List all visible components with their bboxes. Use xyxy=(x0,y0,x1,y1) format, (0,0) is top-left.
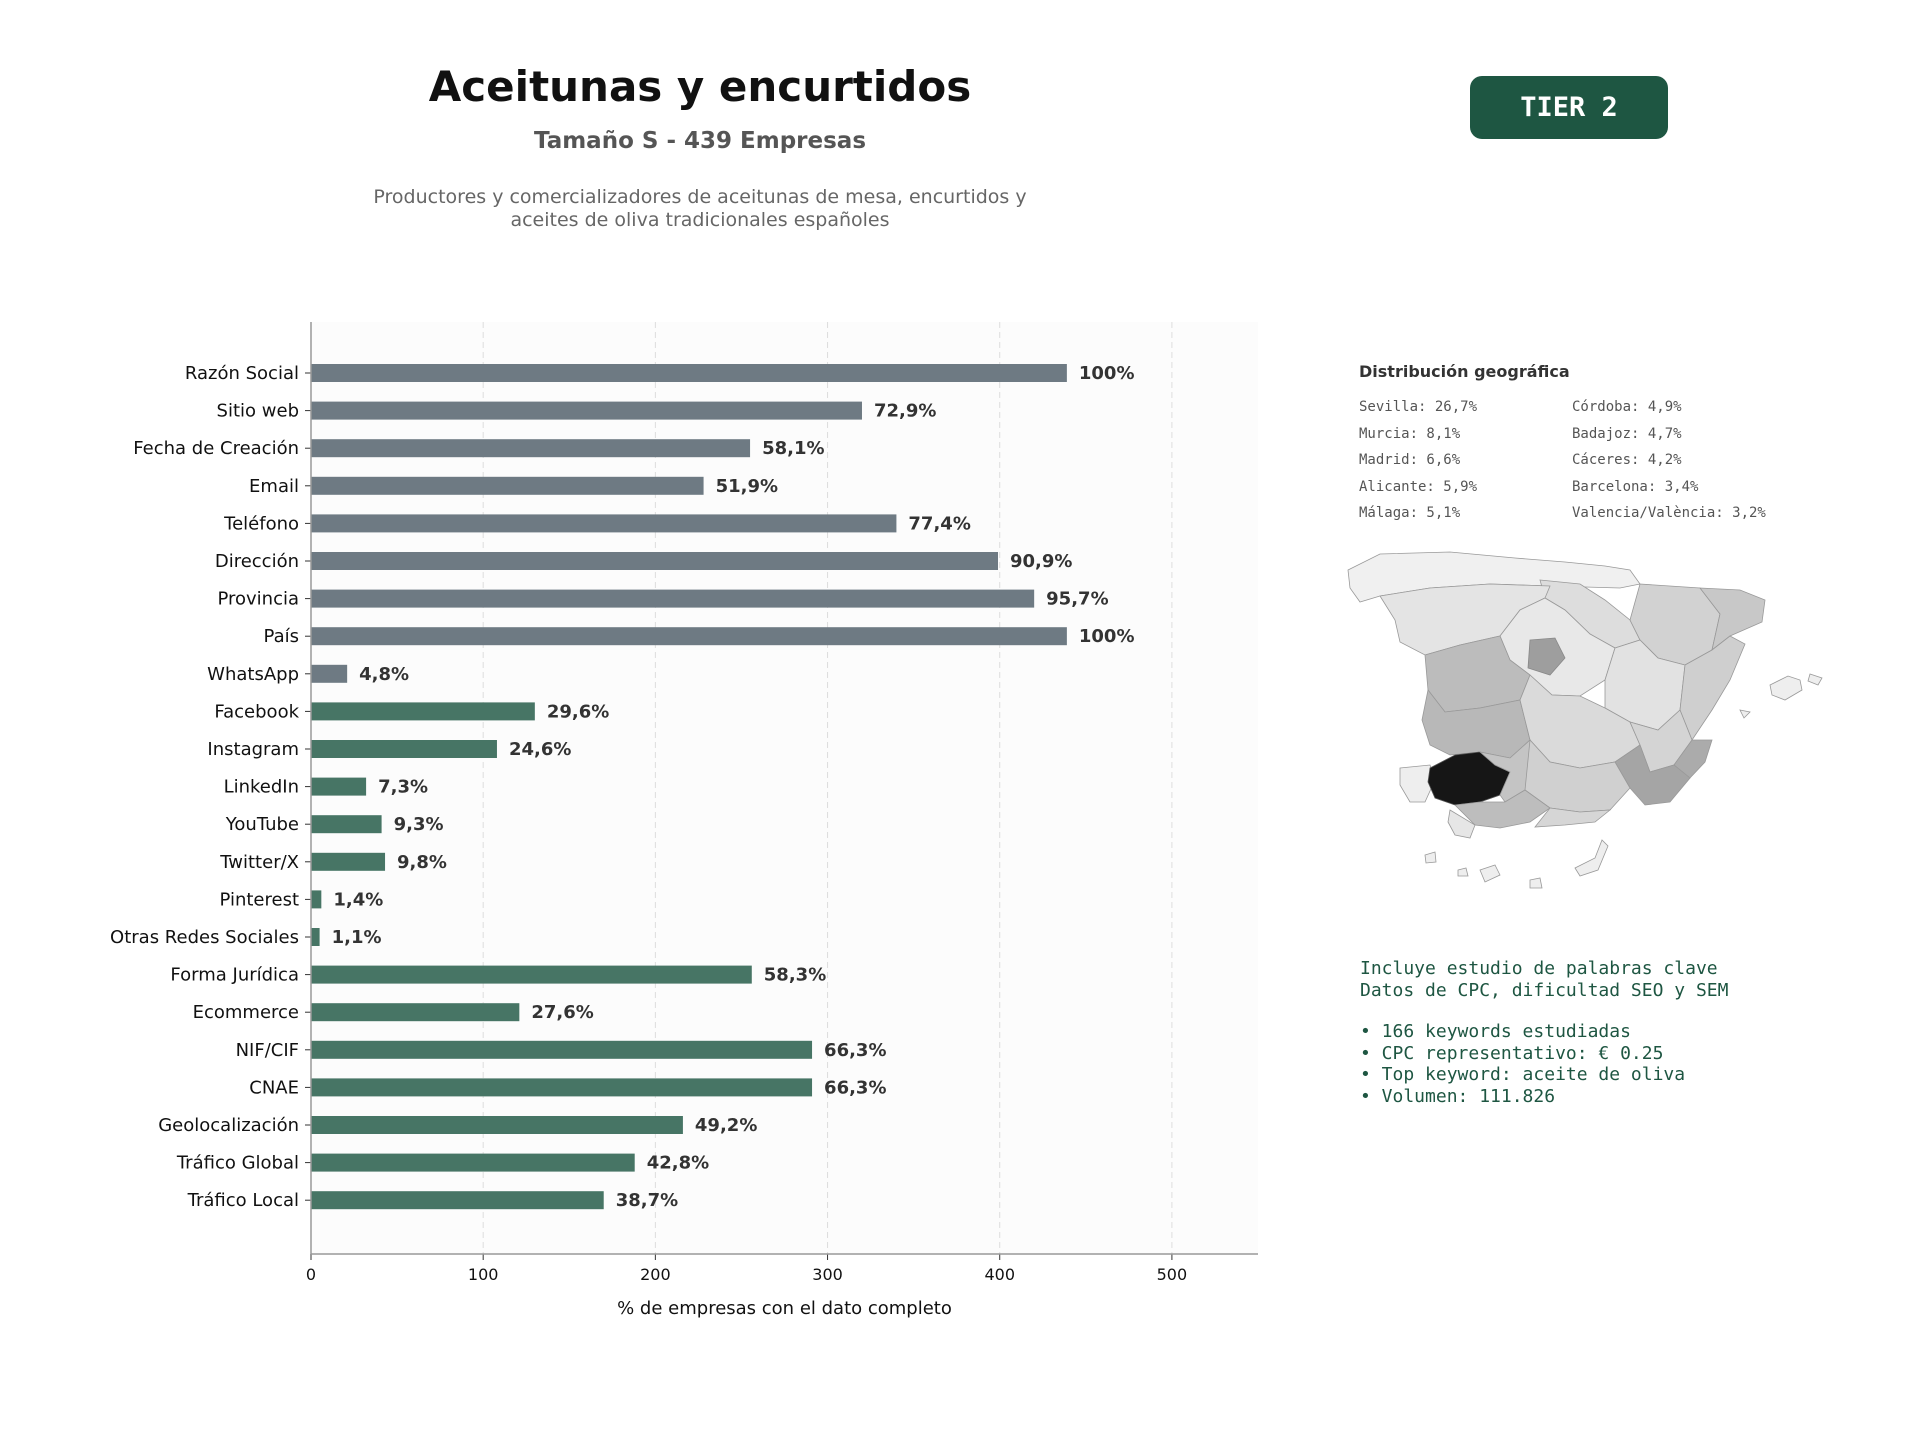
category-label: Instagram xyxy=(207,739,299,760)
x-tick-label: 200 xyxy=(640,1265,671,1284)
map-region xyxy=(1740,710,1750,718)
bar xyxy=(311,890,321,908)
bar xyxy=(311,853,385,871)
description-line: aceites de oliva tradicionales españoles xyxy=(510,209,890,231)
keyword-intro: Datos de CPC, dificultad SEO y SEM xyxy=(1360,979,1729,1001)
geo-distribution-title: Distribución geográfica xyxy=(1359,362,1570,381)
data-label: 51,9% xyxy=(715,475,779,497)
data-label: 27,6% xyxy=(531,1002,594,1024)
geo-distribution-item: Córdoba: 4,9% xyxy=(1572,399,1682,415)
data-label: 95,7% xyxy=(1046,588,1109,610)
plot-area xyxy=(311,322,1258,1254)
keyword-bullet: • CPC representativo: € 0.25 xyxy=(1360,1042,1664,1064)
category-label: País xyxy=(263,626,299,648)
bar xyxy=(311,1154,635,1172)
category-label: Email xyxy=(249,475,299,497)
category-label: Tráfico Global xyxy=(176,1152,299,1174)
x-tick-label: 300 xyxy=(812,1265,843,1284)
data-label: 4,8% xyxy=(359,663,410,685)
bar xyxy=(311,966,752,984)
bar xyxy=(311,552,998,570)
bar xyxy=(311,514,896,532)
data-label: 58,3% xyxy=(763,964,827,986)
data-label: 42,8% xyxy=(646,1152,710,1174)
tier-badge: TIER 2 xyxy=(1470,76,1668,139)
map-region xyxy=(1530,878,1542,888)
x-tick-label: 500 xyxy=(1156,1265,1188,1284)
map-region xyxy=(1808,674,1822,685)
bar xyxy=(311,740,497,758)
keyword-intro: Incluye estudio de palabras clave xyxy=(1360,958,1718,979)
data-label: 7,3% xyxy=(378,776,429,798)
geo-distribution-item: Valencia/València: 3,2% xyxy=(1572,505,1766,521)
x-tick-label: 100 xyxy=(467,1265,499,1284)
bar xyxy=(311,702,535,720)
bar xyxy=(311,665,347,683)
bar xyxy=(311,1041,812,1059)
category-label: Provincia xyxy=(217,588,299,610)
category-label: Razón Social xyxy=(184,363,299,384)
category-label: Pinterest xyxy=(219,889,299,911)
data-label: 49,2% xyxy=(694,1115,758,1136)
data-label: 9,3% xyxy=(393,814,444,836)
geo-distribution-item: Badajoz: 4,7% xyxy=(1572,425,1682,442)
bar xyxy=(311,778,366,796)
bar xyxy=(311,477,704,495)
data-label: 72,9% xyxy=(873,400,937,422)
data-label: 100% xyxy=(1078,363,1135,384)
category-label: WhatsApp xyxy=(207,663,299,685)
bar xyxy=(311,928,320,946)
x-axis-label: % de empresas con el dato completo xyxy=(617,1298,952,1319)
x-tick-label: 400 xyxy=(984,1265,1016,1284)
geo-distribution-item: Madrid: 6,6% xyxy=(1359,452,1461,468)
bar xyxy=(311,439,750,457)
geo-distribution-item: Málaga: 5,1% xyxy=(1359,505,1461,521)
data-label: 29,6% xyxy=(546,701,610,723)
geo-distribution-item: Cáceres: 4,2% xyxy=(1572,452,1682,468)
data-label: 66,3% xyxy=(824,1077,887,1099)
page-title: Aceitunas y encurtidos xyxy=(428,62,972,111)
data-label: 1,1% xyxy=(331,927,382,948)
data-label: 77,4% xyxy=(908,513,971,535)
keyword-bullet: • Volumen: 111.826 xyxy=(1360,1085,1556,1107)
bar xyxy=(311,815,382,833)
bar xyxy=(311,590,1034,608)
category-label: Teléfono xyxy=(224,513,299,535)
page-subtitle: Tamaño S - 439 Empresas xyxy=(533,128,867,154)
spain-map xyxy=(1340,540,1860,910)
data-label: 24,6% xyxy=(508,739,572,760)
x-tick-label: 0 xyxy=(305,1265,317,1284)
keyword-study-notes xyxy=(1360,958,1728,1107)
map-region xyxy=(1458,868,1468,876)
category-label: Twitter/X xyxy=(220,851,299,873)
description-line: Productores y comercializadores de aceitunas de mesa, encurtidos y xyxy=(373,186,1027,208)
category-label: Forma Jurídica xyxy=(170,964,299,986)
bar xyxy=(311,364,1067,382)
data-label: 58,1% xyxy=(762,438,825,460)
category-label: Fecha de Creación xyxy=(133,438,299,460)
category-label: Ecommerce xyxy=(192,1002,299,1024)
category-label: Dirección xyxy=(214,551,299,572)
bar xyxy=(311,1003,519,1021)
data-label: 38,7% xyxy=(615,1190,679,1212)
map-region xyxy=(1480,865,1500,882)
data-label: 90,9% xyxy=(1010,551,1073,572)
bar xyxy=(311,1116,683,1134)
category-label: YouTube xyxy=(225,814,299,836)
bar xyxy=(311,1078,812,1096)
geo-distribution-item: Alicante: 5,9% xyxy=(1359,478,1478,495)
geo-distribution-item: Murcia: 8,1% xyxy=(1359,425,1461,442)
data-label: 1,4% xyxy=(333,889,384,911)
map-region xyxy=(1770,676,1802,700)
data-label: 66,3% xyxy=(824,1039,887,1061)
map-region xyxy=(1425,852,1436,863)
geo-distribution-item: Sevilla: 26,7% xyxy=(1359,399,1478,415)
category-label: Geolocalización xyxy=(158,1115,299,1136)
category-label: LinkedIn xyxy=(223,776,299,798)
category-label: Facebook xyxy=(214,701,299,723)
geo-distribution-item: Barcelona: 3,4% xyxy=(1572,478,1699,495)
keyword-bullet: • 166 keywords estudiadas xyxy=(1360,1021,1631,1042)
bar xyxy=(311,627,1067,645)
category-label: Sitio web xyxy=(216,400,299,422)
data-label: 9,8% xyxy=(397,851,447,873)
map-region xyxy=(1575,840,1608,876)
keyword-bullet: • Top keyword: aceite de oliva xyxy=(1360,1064,1686,1085)
category-label: NIF/CIF xyxy=(235,1039,299,1061)
data-label: 100% xyxy=(1078,626,1135,648)
bar xyxy=(311,1191,604,1209)
bar xyxy=(311,402,862,420)
category-label: Tráfico Local xyxy=(187,1190,299,1212)
category-label: CNAE xyxy=(249,1077,299,1099)
category-label: Otras Redes Sociales xyxy=(110,927,299,948)
